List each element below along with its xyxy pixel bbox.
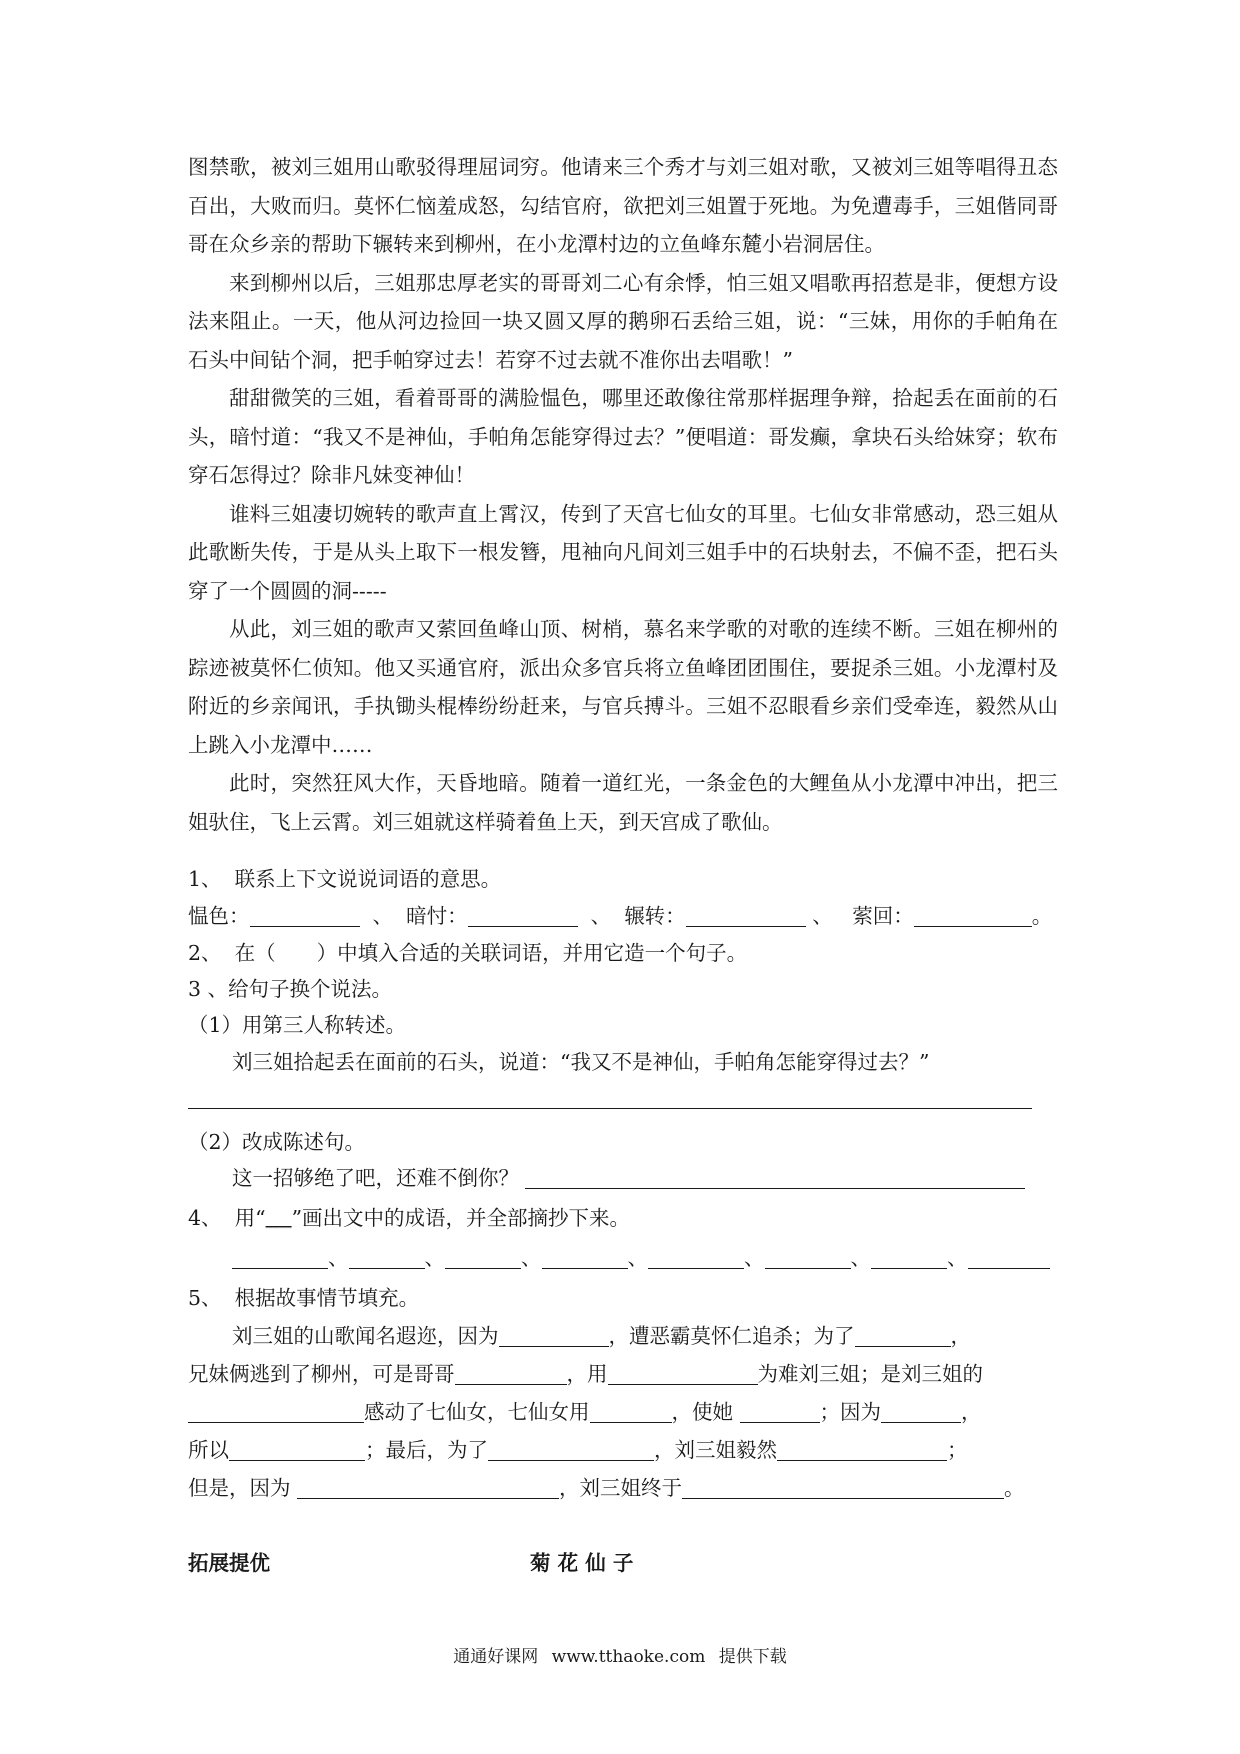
separator: 、 — [627, 1246, 648, 1270]
question-number: 4、 — [188, 1206, 222, 1230]
answer-blank[interactable] — [740, 1400, 820, 1423]
answer-blank[interactable] — [229, 1438, 365, 1461]
question-1 — [188, 864, 1068, 894]
separator: 、 — [744, 1246, 765, 1270]
question-3-sub-1: （1）用第三人称转述。 — [188, 1013, 407, 1037]
story-paragraph: 图禁歌，被刘三姐用山歌驳得理屈词穷。他请来三个秀才与刘三姐对歌，又被刘三姐等唱得丑态百出，大败而归。莫怀仁恼羞成怒，勾结官府，欲把刘三姐置于死地。为免遭毒手，三姐偕同哥哥在众乡亲的帮助下辗转来到柳州，在小龙潭村边的立鱼峰东麓小岩洞居住。 — [188, 155, 1058, 256]
word-label: 辗转： — [624, 904, 686, 928]
answer-blank[interactable] — [686, 904, 806, 927]
story-paragraph: 谁料三姐凄切婉转的歌声直上霄汉，传到了天宫七仙女的耳里。七仙女非常感动，恐三姐从此歌断失传，于是从头上取下一根发簪，甩袖向凡间刘三姐手中的石块射去，不偏不歪，把石头穿了一个圆圆的洞----- — [188, 501, 1058, 603]
answer-blank[interactable] — [871, 1246, 947, 1269]
answer-blank[interactable] — [855, 1324, 951, 1347]
question-number: 2、 — [188, 941, 222, 965]
answer-blank[interactable] — [881, 1400, 961, 1423]
answer-blank[interactable] — [499, 1324, 609, 1347]
separator: 、 — [590, 904, 612, 928]
question-5 — [188, 1283, 1068, 1313]
question-number: 3 、 — [188, 977, 229, 1001]
answer-blank[interactable] — [765, 1246, 851, 1269]
answer-blank[interactable] — [542, 1246, 628, 1269]
footer-site-name: 通通好课网 — [453, 1647, 539, 1667]
separator: 、 — [372, 904, 394, 928]
word-label: 萦回： — [852, 904, 914, 928]
question-text: 给句子换个说法。 — [228, 977, 393, 1001]
answer-blank[interactable] — [777, 1438, 947, 1461]
story-text — [188, 148, 1058, 841]
answer-blank[interactable] — [455, 1362, 567, 1385]
page-footer — [0, 1642, 1240, 1667]
answer-blank[interactable] — [682, 1476, 1004, 1499]
story-paragraph: 甜甜微笑的三姐，看着哥哥的满脸愠色，哪里还敢像往常那样据理争辩，拾起丢在面前的石头，暗忖道：“我又不是神仙，手帕角怎能穿得过去？”便唱道：哥发癫，拿块石头给妹穿；软布穿石怎得过？除非凡妹变神仙！ — [188, 386, 1058, 487]
question-5-line-4: 所以 ；最后，为了 ，刘三姐毅然 ； — [188, 1438, 968, 1462]
answer-blank[interactable] — [232, 1246, 328, 1269]
question-text: 用“ — [234, 1206, 266, 1230]
answer-blank[interactable] — [188, 1400, 364, 1423]
answer-blank[interactable] — [250, 904, 360, 927]
period: 。 — [1031, 904, 1053, 928]
question-text: 在（ ）中填入合适的关联词语，并用它造一个句子。 — [234, 941, 748, 965]
separator: 、 — [328, 1246, 349, 1270]
story-paragraph: 此时，突然狂风大作，天昏地暗。随着一道红光，一条金色的大鲤鱼从小龙潭中冲出，把三姐驮住，飞上云霄。刘三姐就这样骑着鱼上天，到天宫成了歌仙。 — [188, 771, 1058, 834]
underline-mark: ____ — [265, 1214, 292, 1229]
question-text: 联系上下文说说词语的意思。 — [234, 867, 502, 891]
question-number: 5、 — [188, 1286, 222, 1310]
answer-blank[interactable] — [648, 1246, 744, 1269]
question-3 — [188, 974, 1068, 1004]
word-label: 暗忖： — [406, 904, 468, 928]
separator: 、 — [521, 1246, 542, 1270]
separator: 、 — [424, 1246, 445, 1270]
question-5-line-1: 刘三姐的山歌闻名遐迩，因为 ，遭恶霸莫怀仁追杀；为了 ， — [232, 1324, 971, 1348]
separator: 、 — [850, 1246, 871, 1270]
question-5-line-3: 感动了七仙女，七仙女用 ，使她 ；因为 ， — [188, 1397, 1068, 1427]
question-2 — [188, 938, 1068, 968]
footer-url[interactable]: www.tthaoke.com — [551, 1647, 706, 1667]
answer-blank[interactable] — [445, 1246, 521, 1269]
question-3-sentence-1: 刘三姐拾起丢在面前的石头，说道：“我又不是神仙，手帕角怎能穿得过去？” — [232, 1050, 930, 1074]
separator: 、 — [812, 904, 833, 928]
story-paragraph: 从此，刘三姐的歌声又萦回鱼峰山顶、树梢，慕名来学歌的对歌的连续不断。三姐在柳州的踪迹被莫怀仁侦知。他又买通官府，派出众多官兵将立鱼峰团团围住，要捉杀三姐。小龙潭村及附近的乡亲闻讯，手执锄头棍棒纷纷赶来，与官兵搏斗。三姐不忍眼看乡亲们受牵连，毅然从山上跳入小龙潭中…… — [188, 617, 1058, 757]
sentence-text: 这一招够绝了吧，还难不倒你？ — [232, 1166, 519, 1190]
answer-blank[interactable] — [608, 1362, 758, 1385]
answer-blank[interactable] — [297, 1476, 559, 1499]
answer-blank[interactable] — [590, 1400, 672, 1423]
question-3-sentence-2 — [232, 1163, 1112, 1193]
question-4 — [188, 1203, 1068, 1237]
answer-blank[interactable] — [914, 904, 1032, 927]
footer-note: 提供下载 — [718, 1647, 787, 1667]
answer-blank[interactable] — [488, 1438, 654, 1461]
question-3-sub-2: （2）改成陈述句。 — [188, 1130, 366, 1154]
question-5-line-2: 兄妹俩逃到了柳州，可是哥哥 ，用 为难刘三姐；是刘三姐的 — [188, 1362, 983, 1386]
separator: 、 — [947, 1246, 968, 1270]
question-text: 根据故事情节填充。 — [234, 1286, 420, 1310]
question-text: ”画出文中的成语，并全部摘抄下来。 — [291, 1206, 631, 1230]
answer-line[interactable] — [188, 1108, 1032, 1109]
extension-label: 拓展提优 — [188, 1551, 270, 1575]
answer-blank[interactable] — [468, 904, 578, 927]
answer-blank[interactable] — [968, 1246, 1050, 1269]
question-4-answers — [232, 1243, 1112, 1273]
question-1-answers — [188, 901, 1068, 931]
answer-blank[interactable] — [349, 1246, 425, 1269]
question-number: 1、 — [188, 867, 222, 891]
word-label: 愠色： — [188, 904, 250, 928]
question-5-line-5: 但是，因为 ，刘三姐终于 。 — [188, 1476, 1025, 1500]
extension-title: 菊 花 仙 子 — [530, 1551, 634, 1575]
story-paragraph: 来到柳州以后，三姐那忠厚老实的哥哥刘二心有余悸，怕三姐又唱歌再招惹是非，便想方设法来阻止。一天，他从河边捡回一块又圆又厚的鹅卵石丢给三姐，说：“三妹，用你的手帕角在石头中间钻个洞，把手帕穿过去！若穿不过去就不准你出去唱歌！” — [188, 270, 1058, 372]
answer-blank[interactable] — [525, 1166, 1025, 1189]
